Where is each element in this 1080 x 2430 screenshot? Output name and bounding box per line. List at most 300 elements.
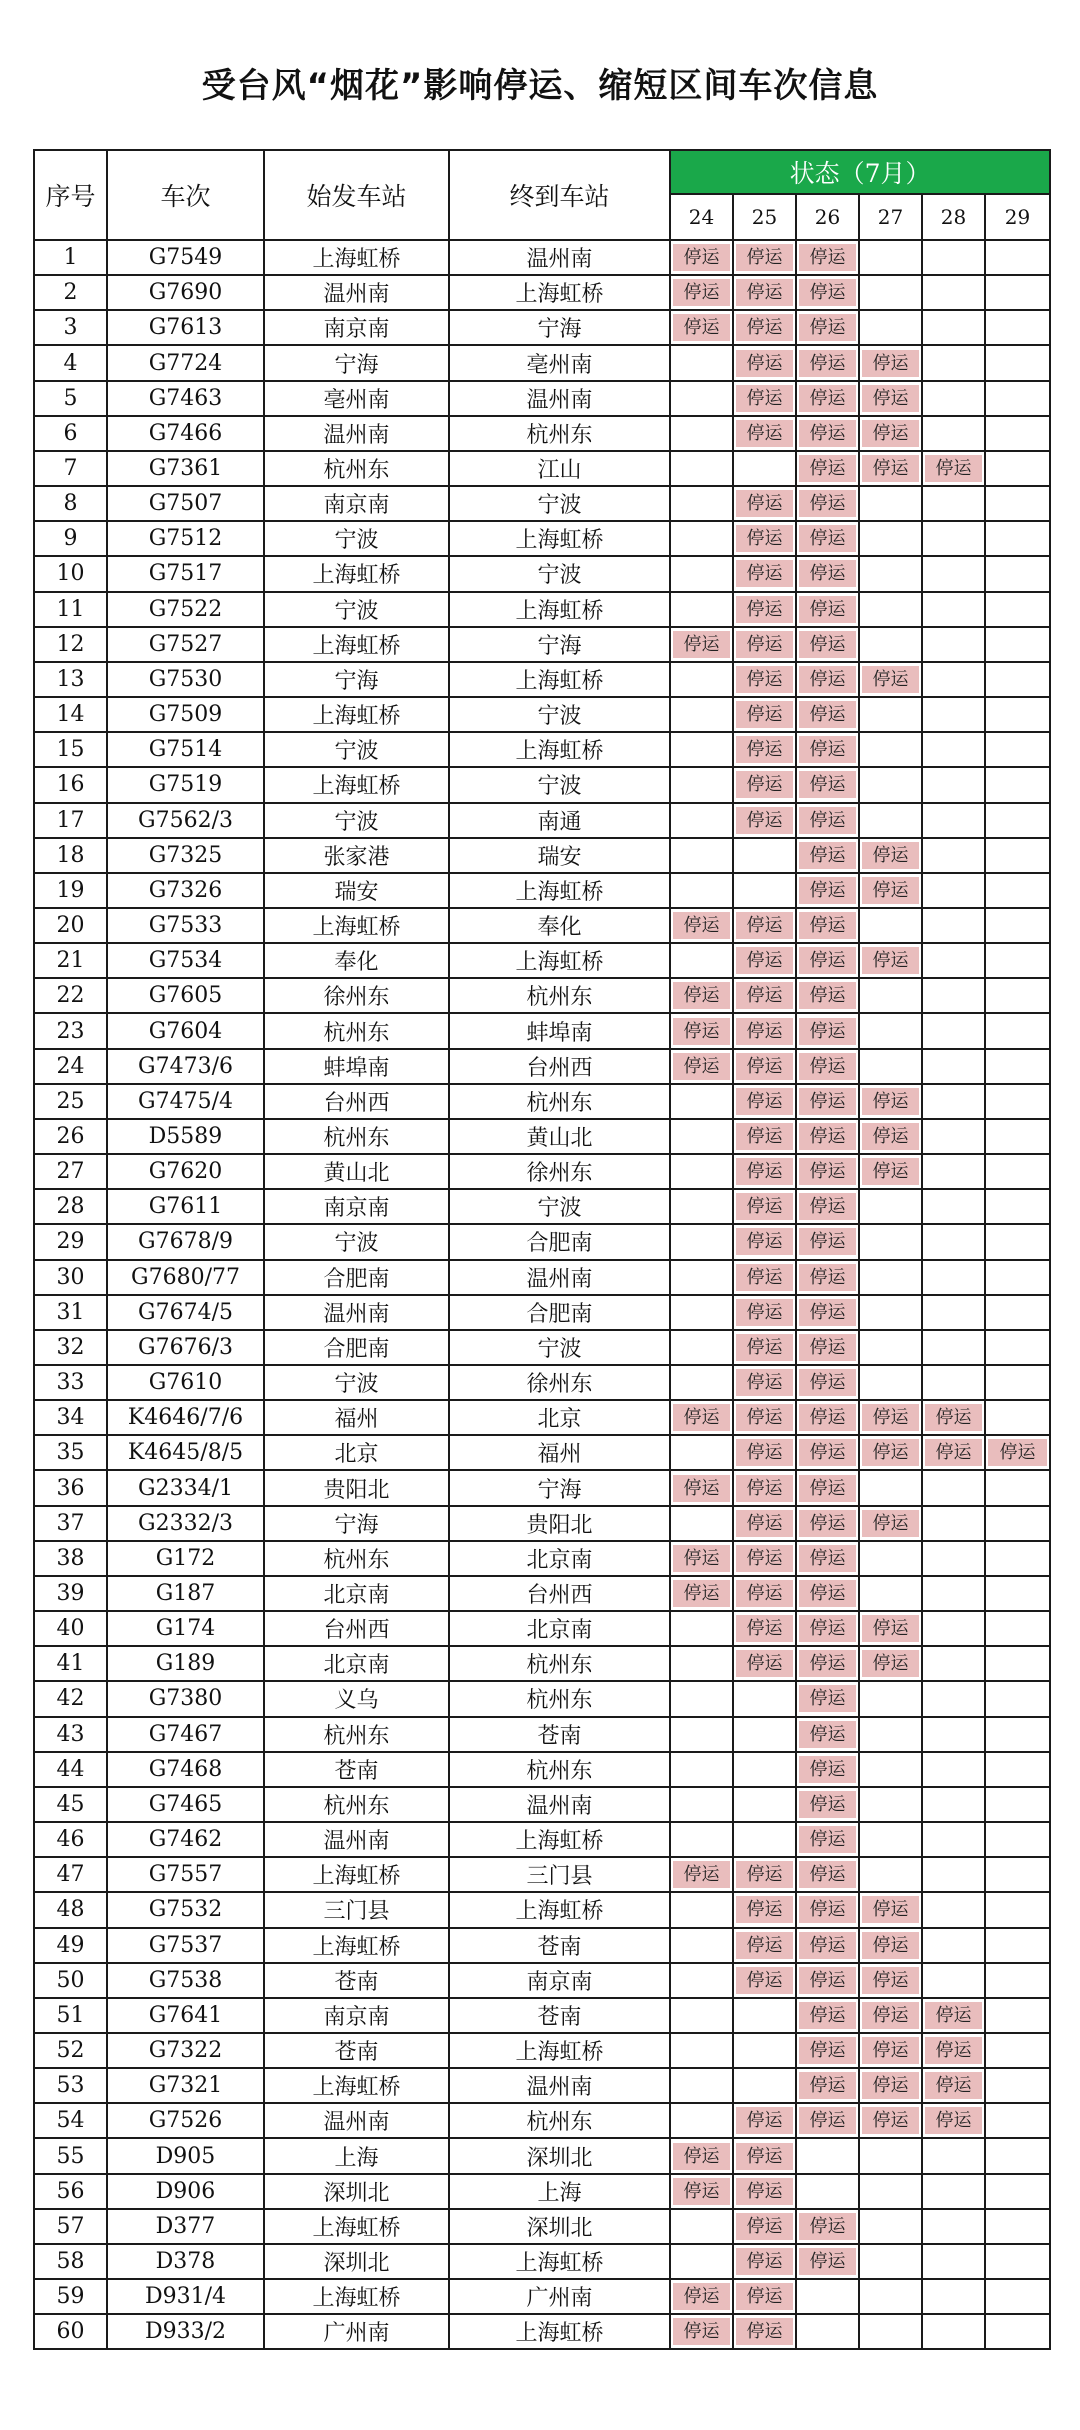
cell-day-status xyxy=(670,310,733,345)
stop-badge: 停运 xyxy=(799,2072,856,2099)
cell-index: 15 xyxy=(34,732,107,767)
cell-train: G7321 xyxy=(107,2068,264,2103)
cell-day-status xyxy=(985,803,1050,838)
cell-to: 宁波 xyxy=(449,486,670,521)
cell-from: 苍南 xyxy=(264,1963,449,1998)
cell-day-status xyxy=(670,1470,733,1505)
cell-day-status xyxy=(985,521,1050,556)
cell-day-status xyxy=(733,1576,796,1611)
cell-to: 温州南 xyxy=(449,1787,670,1822)
cell-day-status xyxy=(796,2174,859,2209)
cell-day-status xyxy=(796,2138,859,2173)
cell-day-status xyxy=(670,1611,733,1646)
cell-day-status xyxy=(733,1611,796,1646)
stop-badge: 停运 xyxy=(736,1369,793,1396)
cell-train: G7538 xyxy=(107,1963,264,1998)
cell-from: 上海虹桥 xyxy=(264,767,449,802)
stop-badge: 停运 xyxy=(799,877,856,904)
cell-day-status xyxy=(796,521,859,556)
stop-badge: 停运 xyxy=(736,244,793,271)
cell-day-status xyxy=(985,662,1050,697)
cell-day-status xyxy=(922,908,985,943)
cell-day-status xyxy=(733,1998,796,2033)
cell-day-status xyxy=(922,2174,985,2209)
cell-day-status xyxy=(859,2244,922,2279)
cell-to: 温州南 xyxy=(449,240,670,275)
cell-from: 温州南 xyxy=(264,1295,449,1330)
table-row xyxy=(34,1681,1050,1716)
cell-day-status xyxy=(985,2103,1050,2138)
stop-badge: 停运 xyxy=(736,1334,793,1361)
cell-day-status xyxy=(733,451,796,486)
stop-badge: 停运 xyxy=(799,1404,856,1431)
table-row xyxy=(34,592,1050,627)
cell-day-status xyxy=(922,345,985,380)
table-row xyxy=(34,2068,1050,2103)
cell-day-status xyxy=(796,1295,859,1330)
cell-train: G7473/6 xyxy=(107,1049,264,1084)
cell-day-status xyxy=(859,2103,922,2138)
cell-day-status xyxy=(670,873,733,908)
cell-day-status xyxy=(859,1646,922,1681)
cell-day-status xyxy=(985,838,1050,873)
cell-to: 温州南 xyxy=(449,2068,670,2103)
stop-badge: 停运 xyxy=(862,2072,919,2099)
cell-day-status xyxy=(985,1506,1050,1541)
stop-badge: 停运 xyxy=(673,2178,730,2205)
cell-day-status xyxy=(796,767,859,802)
cell-to: 上海虹桥 xyxy=(449,2314,670,2349)
cell-index: 12 xyxy=(34,627,107,662)
cell-to: 福州 xyxy=(449,1435,670,1470)
cell-day-status xyxy=(859,2033,922,2068)
cell-day-status xyxy=(796,1119,859,1154)
cell-day-status xyxy=(922,1330,985,1365)
stop-badge: 停运 xyxy=(673,1475,730,1502)
cell-train: D905 xyxy=(107,2138,264,2173)
cell-day-status xyxy=(985,697,1050,732)
cell-day-status xyxy=(859,1119,922,1154)
header-index: 序号 xyxy=(34,150,107,240)
cell-day-status xyxy=(670,1400,733,1435)
cell-day-status xyxy=(733,943,796,978)
cell-day-status xyxy=(670,1119,733,1154)
cell-train: G7562/3 xyxy=(107,803,264,838)
cell-index: 39 xyxy=(34,1576,107,1611)
cell-day-status xyxy=(670,1295,733,1330)
cell-train: G7465 xyxy=(107,1787,264,1822)
cell-to: 宁海 xyxy=(449,627,670,662)
table-row xyxy=(34,2138,1050,2173)
table-row xyxy=(34,1857,1050,1892)
cell-to: 台州西 xyxy=(449,1576,670,1611)
stop-badge: 停运 xyxy=(799,420,856,447)
cell-day-status xyxy=(922,1963,985,1998)
cell-day-status xyxy=(922,275,985,310)
header-day: 27 xyxy=(859,194,922,240)
cell-day-status xyxy=(859,240,922,275)
cell-day-status xyxy=(733,1224,796,1259)
stop-badge: 停运 xyxy=(799,1826,856,1853)
cell-day-status xyxy=(922,732,985,767)
cell-day-status xyxy=(796,1330,859,1365)
cell-day-status xyxy=(922,838,985,873)
cell-day-status xyxy=(670,732,733,767)
table-row xyxy=(34,2103,1050,2138)
stop-badge: 停运 xyxy=(799,1510,856,1537)
cell-day-status xyxy=(859,767,922,802)
stop-badge: 停运 xyxy=(736,807,793,834)
cell-day-status xyxy=(670,2244,733,2279)
cell-day-status xyxy=(796,838,859,873)
cell-day-status xyxy=(985,2138,1050,2173)
cell-day-status xyxy=(670,2068,733,2103)
cell-train: G7674/5 xyxy=(107,1295,264,1330)
cell-day-status xyxy=(922,1049,985,1084)
cell-from: 北京 xyxy=(264,1435,449,1470)
stop-badge: 停运 xyxy=(736,912,793,939)
cell-index: 40 xyxy=(34,1611,107,1646)
stop-badge: 停运 xyxy=(736,771,793,798)
stop-badge: 停运 xyxy=(736,1545,793,1572)
cell-day-status xyxy=(985,1752,1050,1787)
cell-day-status xyxy=(670,486,733,521)
cell-day-status xyxy=(733,240,796,275)
stop-badge: 停运 xyxy=(799,2213,856,2240)
cell-day-status xyxy=(733,1787,796,1822)
cell-day-status xyxy=(733,803,796,838)
cell-index: 5 xyxy=(34,381,107,416)
cell-train: G7690 xyxy=(107,275,264,310)
cell-day-status xyxy=(796,697,859,732)
cell-day-status xyxy=(922,2279,985,2314)
cell-day-status xyxy=(733,592,796,627)
stop-badge: 停运 xyxy=(736,314,793,341)
cell-index: 21 xyxy=(34,943,107,978)
stop-badge: 停运 xyxy=(862,1650,919,1677)
stop-badge: 停运 xyxy=(673,2143,730,2170)
cell-from: 南京南 xyxy=(264,1998,449,2033)
cell-day-status xyxy=(670,1681,733,1716)
stop-badge: 停运 xyxy=(799,596,856,623)
cell-day-status xyxy=(670,1084,733,1119)
cell-to: 黄山北 xyxy=(449,1119,670,1154)
cell-day-status xyxy=(985,310,1050,345)
cell-from: 合肥南 xyxy=(264,1330,449,1365)
cell-from: 南京南 xyxy=(264,310,449,345)
stop-badge: 停运 xyxy=(736,982,793,1009)
cell-index: 16 xyxy=(34,767,107,802)
cell-to: 宁海 xyxy=(449,310,670,345)
stop-badge: 停运 xyxy=(736,596,793,623)
cell-day-status xyxy=(922,767,985,802)
cell-to: 杭州东 xyxy=(449,978,670,1013)
cell-day-status xyxy=(922,1013,985,1048)
cell-day-status xyxy=(859,521,922,556)
stop-badge: 停运 xyxy=(862,1088,919,1115)
cell-day-status xyxy=(859,2314,922,2349)
stop-badge: 停运 xyxy=(799,1018,856,1045)
cell-index: 22 xyxy=(34,978,107,1013)
cell-day-status xyxy=(922,381,985,416)
cell-day-status xyxy=(922,2138,985,2173)
table-row xyxy=(34,627,1050,662)
cell-day-status xyxy=(859,2138,922,2173)
cell-day-status xyxy=(985,240,1050,275)
cell-train: D931/4 xyxy=(107,2279,264,2314)
cell-from: 宁波 xyxy=(264,1224,449,1259)
cell-index: 3 xyxy=(34,310,107,345)
cell-train: G7537 xyxy=(107,1928,264,1963)
stop-badge: 停运 xyxy=(799,314,856,341)
cell-index: 36 xyxy=(34,1470,107,1505)
cell-day-status xyxy=(859,732,922,767)
stop-badge: 停运 xyxy=(799,1861,856,1888)
stop-badge: 停运 xyxy=(799,1650,856,1677)
cell-day-status xyxy=(985,627,1050,662)
cell-day-status xyxy=(733,838,796,873)
cell-from: 温州南 xyxy=(264,1822,449,1857)
table-row xyxy=(34,2033,1050,2068)
stop-badge: 停运 xyxy=(925,2107,982,2134)
cell-day-status xyxy=(796,1998,859,2033)
cell-day-status xyxy=(985,2314,1050,2349)
table-row xyxy=(34,2244,1050,2279)
cell-index: 47 xyxy=(34,1857,107,1892)
cell-train: K4645/8/5 xyxy=(107,1435,264,1470)
cell-day-status xyxy=(985,2174,1050,2209)
cell-to: 合肥南 xyxy=(449,1224,670,1259)
cell-day-status xyxy=(985,1189,1050,1224)
cell-day-status xyxy=(733,1295,796,1330)
cell-day-status xyxy=(985,1541,1050,1576)
cell-day-status xyxy=(859,275,922,310)
cell-index: 14 xyxy=(34,697,107,732)
cell-from: 宁波 xyxy=(264,732,449,767)
cell-day-status xyxy=(985,873,1050,908)
cell-day-status xyxy=(796,978,859,1013)
cell-train: D5589 xyxy=(107,1119,264,1154)
stop-badge: 停运 xyxy=(673,631,730,658)
table-row xyxy=(34,2279,1050,2314)
cell-day-status xyxy=(922,451,985,486)
cell-from: 上海虹桥 xyxy=(264,908,449,943)
stop-badge: 停运 xyxy=(736,2283,793,2310)
cell-day-status xyxy=(796,451,859,486)
cell-train: G7326 xyxy=(107,873,264,908)
cell-day-status xyxy=(733,345,796,380)
stop-badge: 停运 xyxy=(925,455,982,482)
cell-day-status xyxy=(670,2174,733,2209)
cell-from: 义乌 xyxy=(264,1681,449,1716)
cell-day-status xyxy=(796,240,859,275)
cell-day-status xyxy=(733,767,796,802)
cell-day-status xyxy=(733,1189,796,1224)
stop-badge: 停运 xyxy=(799,912,856,939)
cell-day-status xyxy=(859,1822,922,1857)
cell-index: 43 xyxy=(34,1717,107,1752)
stop-badge: 停运 xyxy=(799,1580,856,1607)
stop-badge: 停运 xyxy=(799,1967,856,1994)
cell-day-status xyxy=(796,1611,859,1646)
stop-badge: 停运 xyxy=(673,1580,730,1607)
cell-train: G7475/4 xyxy=(107,1084,264,1119)
cell-day-status xyxy=(796,1857,859,1892)
cell-index: 51 xyxy=(34,1998,107,2033)
table-row xyxy=(34,1330,1050,1365)
table-row xyxy=(34,873,1050,908)
cell-index: 6 xyxy=(34,416,107,451)
cell-to: 温州南 xyxy=(449,381,670,416)
stop-badge: 停运 xyxy=(925,1439,982,1466)
cell-day-status xyxy=(859,1611,922,1646)
cell-day-status xyxy=(796,1576,859,1611)
stop-badge: 停运 xyxy=(736,1264,793,1291)
cell-day-status xyxy=(796,1541,859,1576)
table-row xyxy=(34,1506,1050,1541)
cell-train: G7605 xyxy=(107,978,264,1013)
stop-badge: 停运 xyxy=(799,2107,856,2134)
stop-badge: 停运 xyxy=(799,947,856,974)
table-row xyxy=(34,1646,1050,1681)
cell-index: 13 xyxy=(34,662,107,697)
cell-day-status xyxy=(859,838,922,873)
cell-day-status xyxy=(859,697,922,732)
table-row xyxy=(34,697,1050,732)
cell-day-status xyxy=(985,1224,1050,1259)
cell-day-status xyxy=(922,1260,985,1295)
cell-train: G7507 xyxy=(107,486,264,521)
cell-day-status xyxy=(985,1646,1050,1681)
cell-day-status xyxy=(922,803,985,838)
cell-day-status xyxy=(922,627,985,662)
cell-day-status xyxy=(670,1365,733,1400)
table-row xyxy=(34,1435,1050,1470)
stop-badge: 停运 xyxy=(736,1650,793,1677)
table-row xyxy=(34,767,1050,802)
cell-index: 48 xyxy=(34,1892,107,1927)
table-row xyxy=(34,240,1050,275)
cell-day-status xyxy=(796,662,859,697)
cell-index: 29 xyxy=(34,1224,107,1259)
cell-day-status xyxy=(796,345,859,380)
stop-badge: 停运 xyxy=(799,1264,856,1291)
cell-from: 南京南 xyxy=(264,486,449,521)
cell-day-status xyxy=(985,1717,1050,1752)
cell-day-status xyxy=(670,1260,733,1295)
cell-from: 宁波 xyxy=(264,1365,449,1400)
stop-badge: 停运 xyxy=(862,1932,919,1959)
header-status: 状态（7月） xyxy=(670,150,1050,194)
cell-day-status xyxy=(985,381,1050,416)
stop-badge: 停运 xyxy=(862,1967,919,1994)
stop-badge: 停运 xyxy=(799,1932,856,1959)
cell-index: 58 xyxy=(34,2244,107,2279)
cell-index: 17 xyxy=(34,803,107,838)
cell-day-status xyxy=(922,1928,985,1963)
cell-day-status xyxy=(859,2068,922,2103)
cell-day-status xyxy=(985,1330,1050,1365)
cell-index: 8 xyxy=(34,486,107,521)
cell-day-status xyxy=(670,2033,733,2068)
cell-day-status xyxy=(796,1928,859,1963)
cell-from: 张家港 xyxy=(264,838,449,873)
table-row xyxy=(34,1013,1050,1048)
cell-train: G7361 xyxy=(107,451,264,486)
cell-day-status xyxy=(922,1998,985,2033)
cell-day-status xyxy=(985,732,1050,767)
cell-index: 41 xyxy=(34,1646,107,1681)
cell-day-status xyxy=(985,1435,1050,1470)
cell-train: D906 xyxy=(107,2174,264,2209)
stop-badge: 停运 xyxy=(736,1510,793,1537)
table-row xyxy=(34,310,1050,345)
cell-from: 杭州东 xyxy=(264,1119,449,1154)
cell-day-status xyxy=(985,908,1050,943)
cell-day-status xyxy=(670,1822,733,1857)
cell-from: 杭州东 xyxy=(264,1541,449,1576)
header-day: 28 xyxy=(922,194,985,240)
cell-train: G7519 xyxy=(107,767,264,802)
cell-from: 苍南 xyxy=(264,1752,449,1787)
stop-badge: 停运 xyxy=(799,560,856,587)
cell-day-status xyxy=(796,1646,859,1681)
cell-index: 4 xyxy=(34,345,107,380)
stop-badge: 停运 xyxy=(799,2248,856,2275)
cell-to: 南通 xyxy=(449,803,670,838)
cell-to: 上海虹桥 xyxy=(449,873,670,908)
cell-to: 上海虹桥 xyxy=(449,732,670,767)
cell-day-status xyxy=(733,873,796,908)
stop-badge: 停运 xyxy=(799,279,856,306)
cell-day-status xyxy=(733,2068,796,2103)
cell-day-status xyxy=(796,416,859,451)
cell-to: 苍南 xyxy=(449,1717,670,1752)
cell-from: 贵阳北 xyxy=(264,1470,449,1505)
cell-day-status xyxy=(670,2314,733,2349)
cell-day-status xyxy=(733,2103,796,2138)
table-row xyxy=(34,2314,1050,2349)
stop-badge: 停运 xyxy=(736,701,793,728)
cell-day-status xyxy=(670,2138,733,2173)
cell-day-status xyxy=(733,2138,796,2173)
cell-day-status xyxy=(985,451,1050,486)
cell-day-status xyxy=(985,1998,1050,2033)
cell-to: 北京南 xyxy=(449,1541,670,1576)
cell-day-status xyxy=(796,1717,859,1752)
cell-day-status xyxy=(985,1892,1050,1927)
cell-day-status xyxy=(670,381,733,416)
table-row xyxy=(34,1928,1050,1963)
cell-to: 上海虹桥 xyxy=(449,592,670,627)
cell-day-status xyxy=(796,1400,859,1435)
cell-index: 45 xyxy=(34,1787,107,1822)
cell-day-status xyxy=(733,275,796,310)
table-header xyxy=(34,150,1050,240)
stop-badge: 停运 xyxy=(799,736,856,763)
stop-badge: 停运 xyxy=(799,1158,856,1185)
stop-badge: 停运 xyxy=(862,420,919,447)
cell-day-status xyxy=(670,1506,733,1541)
cell-from: 杭州东 xyxy=(264,1013,449,1048)
cell-index: 37 xyxy=(34,1506,107,1541)
cell-day-status xyxy=(796,2033,859,2068)
cell-train: G174 xyxy=(107,1611,264,1646)
cell-from: 亳州南 xyxy=(264,381,449,416)
cell-train: G7517 xyxy=(107,556,264,591)
cell-day-status xyxy=(922,1119,985,1154)
cell-day-status xyxy=(796,627,859,662)
